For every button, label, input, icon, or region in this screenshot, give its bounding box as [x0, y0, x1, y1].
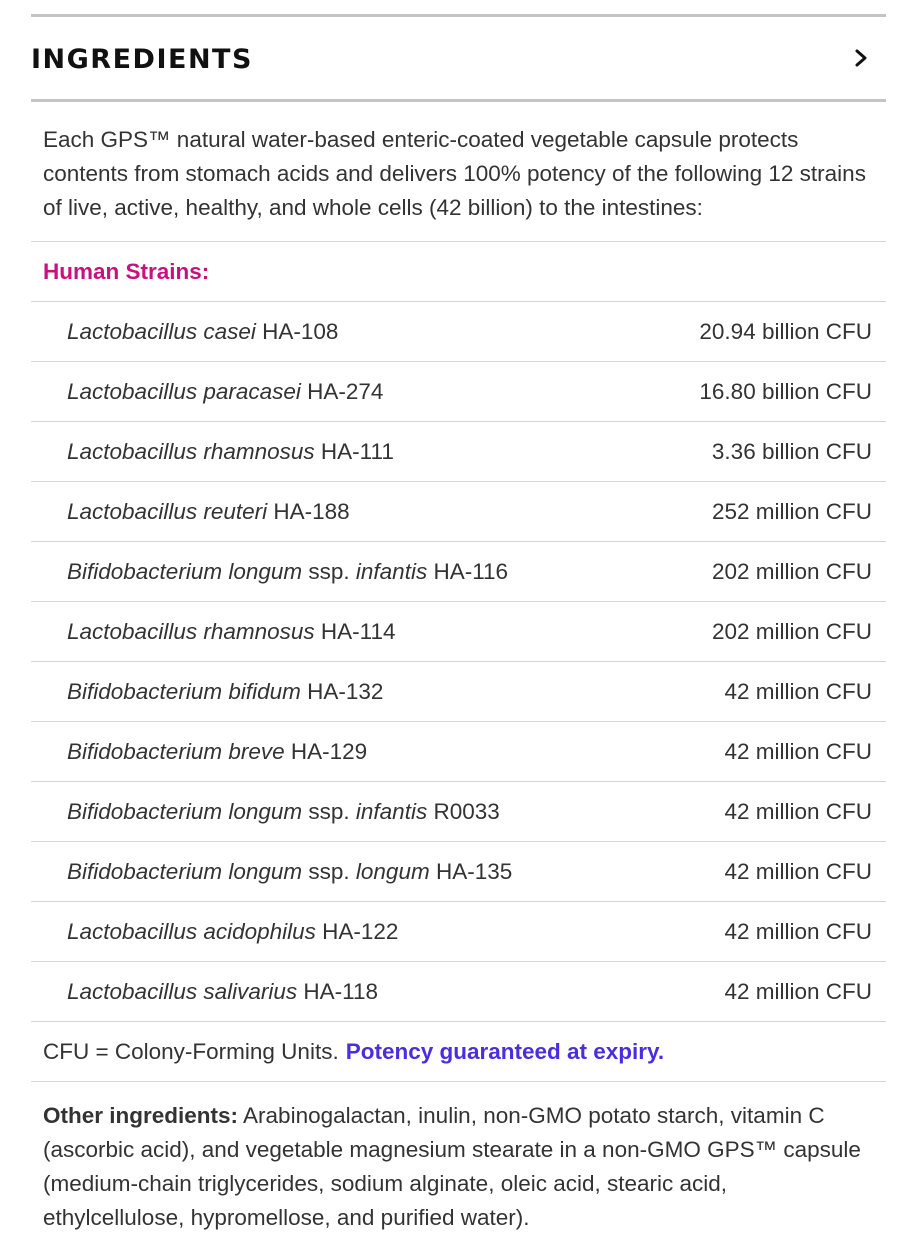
- strain-name-plain: HA-118: [297, 978, 378, 1004]
- strain-name-italic: Bifidobacterium longum: [67, 858, 303, 884]
- intro-text: Each GPS™ natural water-based enteric-coated vegetable capsule protects contents from stomach acids and delivers 100% potency of the following 12 strains of live, active, healthy, and whole cells (42 billion) to the intestines:: [43, 127, 866, 220]
- strain-name-plain: HA-108: [255, 318, 339, 344]
- strain-amount: 42 million CFU: [724, 738, 872, 764]
- strain-name: [67, 919, 398, 945]
- strain-row: [31, 901, 886, 961]
- strain-amount: 42 million CFU: [724, 678, 872, 704]
- strain-amount: 42 million CFU: [724, 798, 872, 824]
- strain-name: [67, 379, 383, 405]
- strain-name-italic: infantis: [355, 558, 428, 584]
- strain-row: [31, 361, 886, 421]
- strain-name: [67, 439, 394, 465]
- strain-row: [31, 721, 886, 781]
- strain-table: [31, 301, 886, 1022]
- ingredients-accordion-header[interactable]: [31, 17, 886, 99]
- strain-name-italic: Lactobacillus acidophilus: [67, 918, 316, 944]
- strain-row: [31, 961, 886, 1022]
- strain-name-plain: HA-116: [427, 558, 509, 584]
- strain-row: [31, 481, 886, 541]
- group-heading: Human Strains:: [43, 258, 210, 284]
- strain-name-italic: longum: [355, 858, 430, 884]
- strain-name-italic: Bifidobacterium longum: [67, 798, 303, 824]
- strain-name-plain: HA-135: [429, 858, 513, 884]
- potency-guarantee-link[interactable]: Potency guaranteed at expiry.: [345, 1038, 665, 1064]
- strain-name-plain: ssp.: [302, 558, 356, 584]
- strain-name-plain: HA-111: [314, 438, 394, 464]
- strain-name: [67, 619, 396, 645]
- strain-name: [67, 739, 367, 765]
- strain-name-italic: Lactobacillus rhamnosus: [67, 618, 315, 644]
- other-ingredients-label: Other ingredients:: [43, 1103, 239, 1128]
- section-title: INGREDIENTS: [31, 43, 253, 75]
- strain-amount: 42 million CFU: [724, 858, 872, 884]
- strain-name-plain: HA-114: [314, 618, 396, 644]
- strain-name: [67, 859, 512, 885]
- strain-amount: 3.36 billion CFU: [711, 438, 872, 464]
- strain-name-plain: HA-132: [300, 678, 384, 704]
- strain-name-italic: Lactobacillus reuteri: [67, 498, 268, 524]
- strain-amount: 16.80 billion CFU: [699, 378, 872, 404]
- strain-name-italic: Bifidobacterium bifidum: [67, 678, 301, 704]
- strain-name-italic: Lactobacillus casei: [67, 318, 256, 344]
- strain-name: [67, 799, 500, 825]
- strain-name-plain: HA-188: [267, 498, 350, 524]
- strain-amount: 42 million CFU: [724, 978, 872, 1004]
- strain-amount: 202 million CFU: [711, 618, 872, 644]
- strain-name-italic: Lactobacillus paracasei: [67, 378, 301, 404]
- ingredients-panel: [31, 0, 886, 1235]
- strain-row: [31, 421, 886, 481]
- strain-name-italic: Bifidobacterium breve: [67, 738, 285, 764]
- other-ingredients-text: Arabinogalactan, inulin, non-GMO potato starch, vitamin C (ascorbic acid), and vegetable magnesium stearate in a non-GMO GPS™ capsule (medium-chain triglycerides, sodium alginate, oleic acid, stearic acid, ethylcellulose, hypromellose, and purified water).: [43, 1103, 861, 1230]
- strain-amount: 20.94 billion CFU: [699, 318, 872, 344]
- strain-row: [31, 601, 886, 661]
- other-ingredients: [31, 1082, 886, 1235]
- strain-name-plain: ssp.: [302, 858, 356, 884]
- strain-name: [67, 559, 508, 585]
- strain-row: [31, 661, 886, 721]
- chevron-right-icon[interactable]: [848, 45, 874, 71]
- strain-name: [67, 679, 383, 705]
- strain-name: [67, 499, 350, 525]
- strain-name-plain: R0033: [427, 798, 500, 824]
- strain-name-italic: Bifidobacterium longum: [67, 558, 303, 584]
- strain-name-plain: HA-122: [315, 918, 399, 944]
- cfu-note: [31, 1022, 886, 1081]
- cfu-note-text: CFU = Colony-Forming Units.: [43, 1038, 339, 1064]
- strain-name-plain: ssp.: [302, 798, 356, 824]
- strain-row: [31, 541, 886, 601]
- strain-row: [31, 301, 886, 361]
- strain-name-italic: infantis: [355, 798, 428, 824]
- strain-name: [67, 979, 378, 1005]
- strain-amount: 202 million CFU: [711, 558, 872, 584]
- strain-row: [31, 841, 886, 901]
- strain-name: [67, 319, 338, 345]
- strain-amount: 42 million CFU: [724, 918, 872, 944]
- strain-name-plain: HA-129: [284, 738, 368, 764]
- strain-row: [31, 781, 886, 841]
- strain-name-plain: HA-274: [300, 378, 384, 404]
- strain-amount: 252 million CFU: [711, 498, 872, 524]
- strain-name-italic: Lactobacillus rhamnosus: [67, 438, 315, 464]
- strain-name-italic: Lactobacillus salivarius: [67, 978, 298, 1004]
